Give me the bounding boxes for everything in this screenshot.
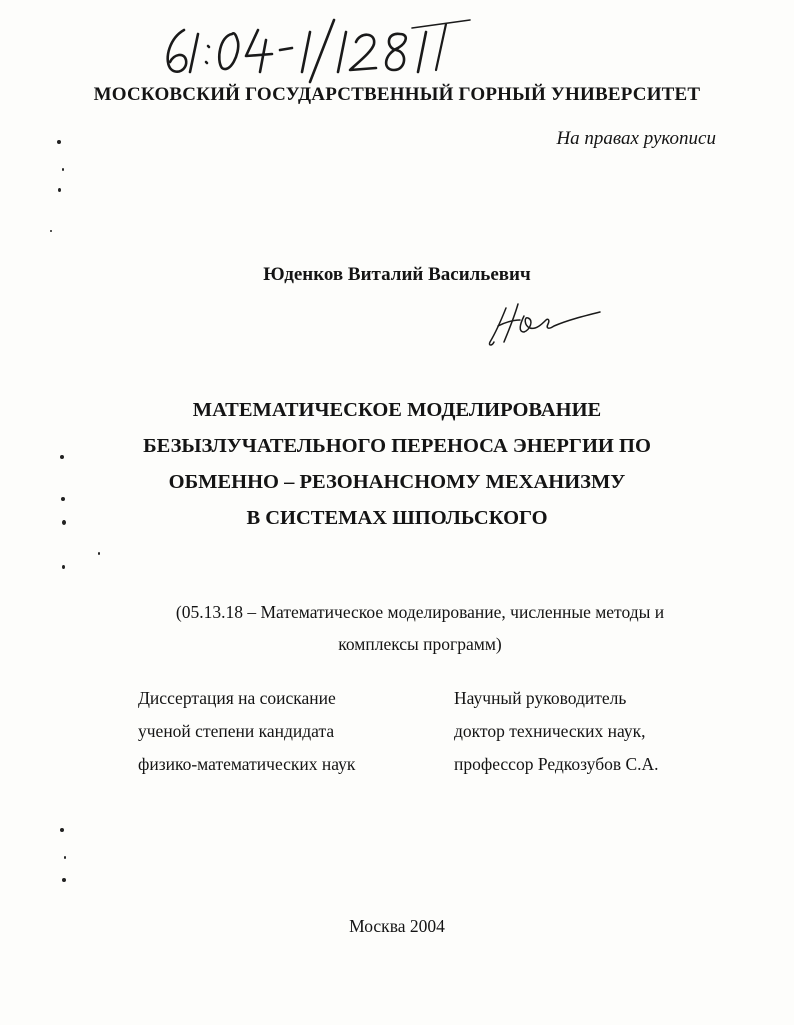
rights-note: На правах рукописи [556,128,716,149]
specialty-line: комплексы программ) [338,634,502,654]
scan-speck [60,828,64,832]
scientific-advisor [454,682,659,781]
author-signature [484,296,604,356]
scan-speck [62,168,64,171]
advisor-line: доктор технических наук, [454,721,646,741]
scan-speck [62,565,65,569]
scan-speck [58,188,61,192]
title-line: МАТЕМАТИЧЕСКОЕ МОДЕЛИРОВАНИЕ [192,399,602,421]
dissertation-title [120,392,674,536]
scan-speck [62,520,66,525]
scan-speck [62,878,66,882]
scan-speck [64,856,66,859]
city-year: Москва 2004 [349,916,445,936]
signature-drawing [484,296,604,356]
title-line: БЕЗЫЗЛУЧАТЕЛЬНОГО ПЕРЕНОСА ЭНЕРГИИ ПО [143,435,651,457]
scan-speck [60,455,64,459]
specialty-line: (05.13.18 – Математическое моделирование, численные методы и [175,602,665,622]
title-line: ОБМЕННО – РЕЗОНАНСНОМУ МЕХАНИЗМУ [168,471,626,493]
specialty [130,596,710,660]
university-name: МОСКОВСКИЙ ГОСУДАРСТВЕННЫЙ ГОРНЫЙ УНИВЕРСИТЕТ [93,84,701,105]
degree-line: Диссертация на соискание [138,688,336,708]
archive-number-drawing [150,10,490,90]
advisor-line: Научный руководитель [454,688,627,708]
scan-speck [57,140,61,144]
author-name: Юденков Виталий Васильевич [263,264,531,285]
degree-line: ученой степени кандидата [138,721,335,741]
scan-speck [50,230,52,232]
scan-speck [98,552,100,555]
handwritten-archive-number [150,10,490,90]
scan-speck [61,497,65,501]
title-line: В СИСТЕМАХ ШПОЛЬСКОГО [246,507,548,529]
degree-statement [138,682,355,781]
degree-line: физико-математических наук [138,754,356,774]
advisor-line: профессор Редкозубов С.А. [454,754,659,774]
